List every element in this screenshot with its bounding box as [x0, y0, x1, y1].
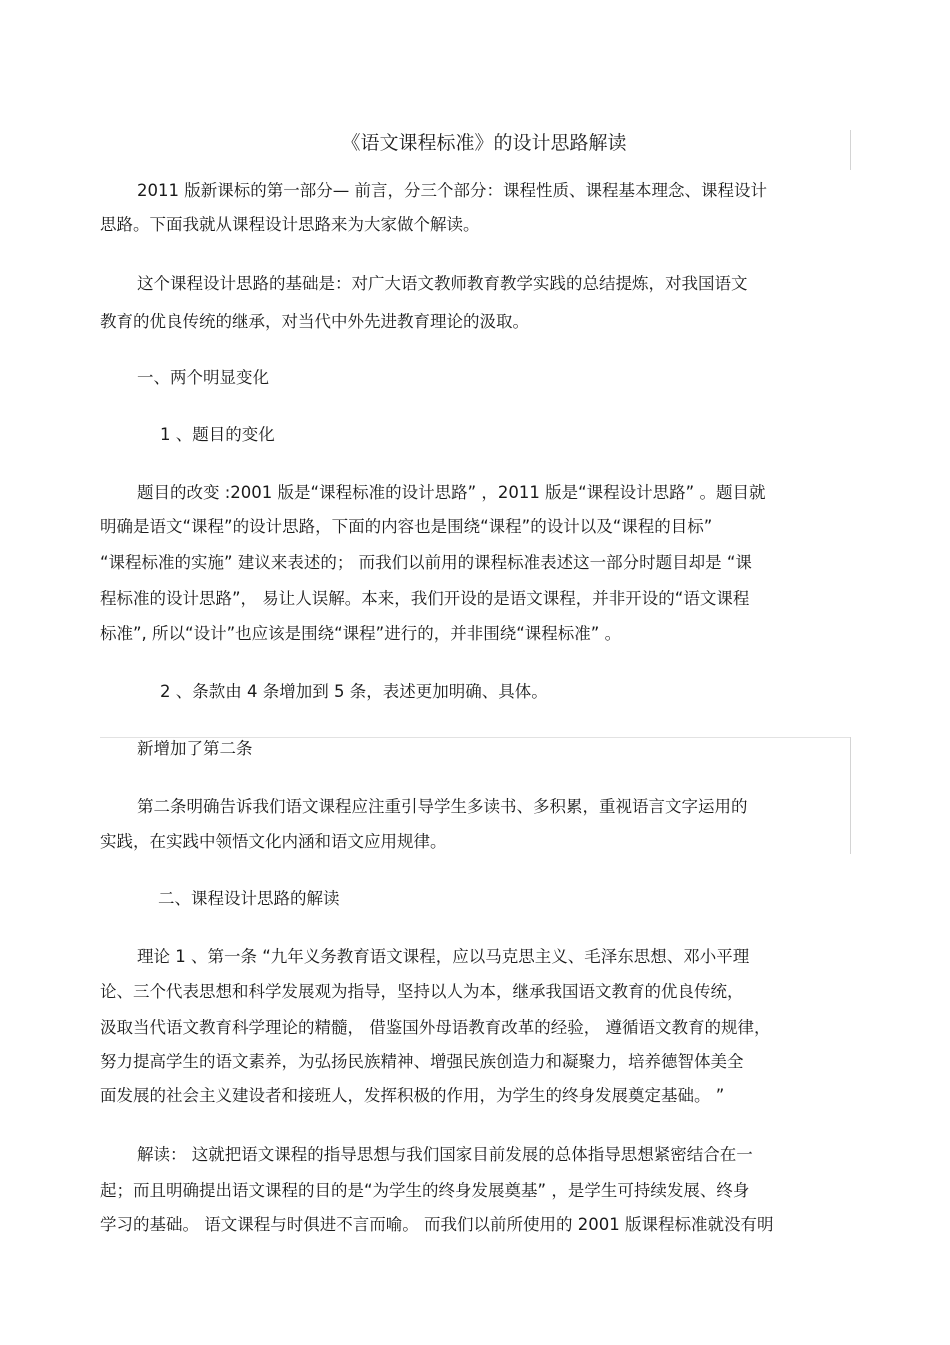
subsection-heading: 1 、题目的变化 — [160, 425, 275, 444]
paragraph-line: 理论 1 、第一条 “九年义务教育语文课程，应以马克思主义、毛泽东思想、邓小平理 — [137, 947, 750, 966]
paragraph-line: 这个课程设计思路的基础是：对广大语文教师教育教学实践的总结提炼，对我国语文 — [137, 274, 748, 293]
paragraph-line: 新增加了第二条 — [137, 739, 253, 758]
paragraph-line: 论、三个代表思想和科学发展观为指导，坚持以人为本，继承我国语文教育的优良传统， — [100, 982, 744, 1001]
section-heading: 二、课程设计思路的解读 — [158, 889, 340, 908]
paragraph-line: 学习的基础。 语文课程与时俱进不言而喻。 而我们以前所使用的 2001 版课程标准就没有明 — [100, 1215, 774, 1234]
paragraph-line: 明确是语文“课程”的设计思路，下面的内容也是围绕“课程”的设计以及“课程的目标” — [100, 517, 713, 536]
document-title: 《语文课程标准》的设计思路解读 — [341, 132, 627, 154]
paragraph-line: 标准”, 所以“设计”也应该是围绕“课程”进行的，并非围绕“课程标准” 。 — [100, 624, 622, 643]
paragraph-line: 努力提高学生的语文素养，为弘扬民族精神、增强民族创造力和凝聚力，培养德智体美全 — [100, 1052, 744, 1071]
paragraph-line: 教育的优良传统的继承，对当代中外先进教育理论的汲取。 — [100, 312, 529, 331]
paragraph-line: 面发展的社会主义建设者和接班人，发挥积极的作用，为学生的终身发展奠定基础。 ” — [100, 1086, 725, 1105]
paragraph-line: “课程标准的实施” 建议来表述的； 而我们以前用的课程标准表述这一部分时题目却是 “课 — [100, 553, 752, 572]
paragraph-line: 第二条明确告诉我们语文课程应注重引导学生多读书、多积累，重视语言文字运用的 — [137, 797, 748, 816]
paragraph-line: 起；而且明确提出语文课程的目的是“为学生的终身发展奠基” ，是学生可持续发展、终身 — [100, 1181, 750, 1200]
section-heading: 一、两个明显变化 — [137, 368, 269, 387]
subsection-heading: 2 、条款由 4 条增加到 5 条，表述更加明确、具体。 — [160, 682, 548, 701]
paragraph-line: 题目的改变 :2001 版是“课程标准的设计思路” ，2011 版是“课程设计思路” 。题目就 — [137, 483, 766, 502]
paragraph-line: 解读： 这就把语文课程的指导思想与我们国家目前发展的总体指导思想紧密结合在一 — [137, 1145, 753, 1164]
paragraph-line: 程标准的设计思路”， 易让人误解。本来，我们开设的是语文课程，并非开设的“语文课程 — [100, 589, 750, 608]
page-edge-line-middle — [850, 737, 851, 854]
paragraph-line: 汲取当代语文教育科学理论的精髓， 借鉴国外母语教育改革的经验， 遵循语文教育的规律， — [100, 1018, 771, 1037]
paragraph-line: 2011 版新课标的第一部分— 前言，分三个部分：课程性质、课程基本理念、课程设计 — [137, 181, 767, 200]
paragraph-line: 实践，在实践中领悟文化内涵和语文应用规律。 — [100, 832, 447, 851]
paragraph-line: 思路。下面我就从课程设计思路来为大家做个解读。 — [100, 215, 480, 234]
